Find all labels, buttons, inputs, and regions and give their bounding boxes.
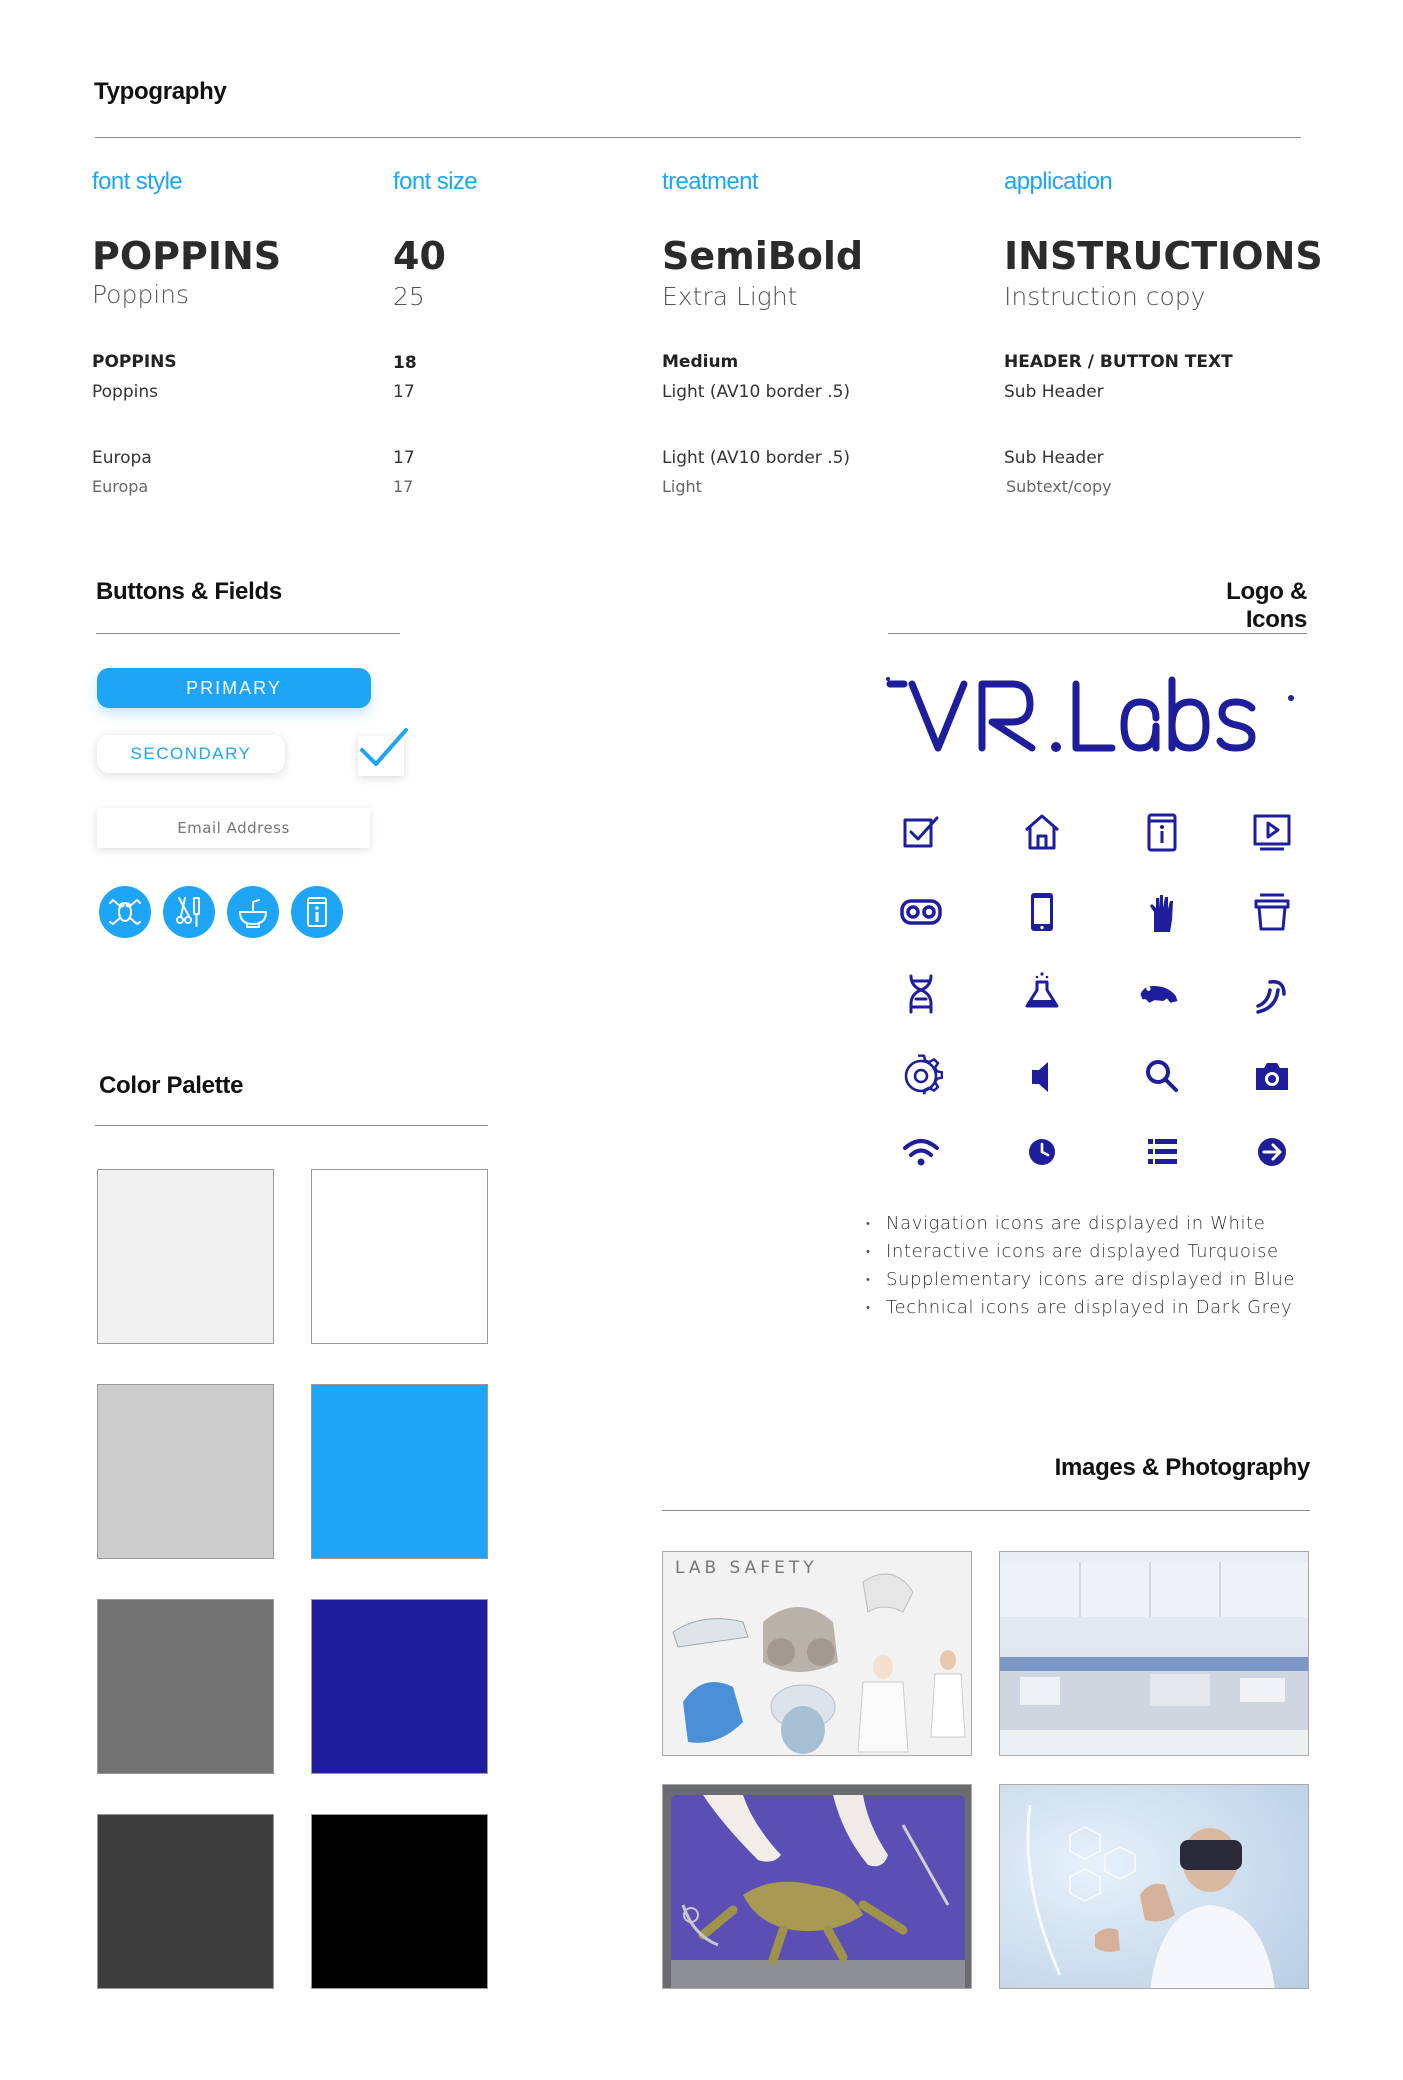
- bowl-icon: [235, 894, 271, 930]
- swatch-white: [311, 1169, 488, 1344]
- images-photography-title: Images & Photography: [1054, 1454, 1310, 1481]
- checkbox[interactable]: [358, 736, 404, 776]
- vr-user-photo: [999, 1784, 1309, 1989]
- sample-treatment-1: SemiBold: [662, 234, 864, 278]
- sample-application-2: Instruction copy: [1004, 282, 1206, 311]
- primary-button[interactable]: PRIMARY: [97, 668, 371, 708]
- sample-style-5: Europa: [92, 448, 152, 468]
- sample-treatment-3: Medium: [662, 352, 739, 372]
- tools-circle-button[interactable]: [163, 886, 215, 938]
- checkbox-icon: [899, 810, 943, 854]
- lab-interior-illustration: [1000, 1552, 1309, 1756]
- lab-interior-photo: [999, 1551, 1309, 1756]
- images-divider: [662, 1510, 1310, 1511]
- sample-size-5: 17: [393, 448, 415, 468]
- dissection-tools-icon: [171, 894, 207, 930]
- frog-circle-button[interactable]: [99, 886, 151, 938]
- container-icon: [1250, 890, 1294, 934]
- sample-style-3: POPPINS: [92, 352, 177, 372]
- sound-waves-icon: [1250, 972, 1294, 1016]
- wifi-icon: [899, 1130, 943, 1174]
- header-treatment: treatment: [662, 168, 758, 195]
- header-font-size: font size: [393, 168, 477, 195]
- sample-size-2: 25: [393, 282, 425, 311]
- color-palette-title: Color Palette: [99, 1072, 244, 1099]
- logo-divider: [888, 633, 1307, 634]
- sample-style-1: POPPINS: [92, 234, 282, 278]
- icon-notes-list: [886, 1210, 1356, 1322]
- lab-safety-illustration: [663, 1552, 972, 1756]
- sample-treatment-6: Light: [662, 477, 702, 496]
- sample-application-6: Subtext/copy: [1006, 477, 1112, 496]
- frog-dissection-photo: [662, 1784, 972, 1989]
- sample-size-1: 40: [393, 234, 446, 278]
- icon-note: • Supplementary icons are displayed in Blue: [886, 1266, 1356, 1294]
- phone-icon: [1020, 890, 1064, 934]
- sample-application-3: HEADER / BUTTON TEXT: [1004, 352, 1233, 372]
- logo-icons-title: Logo & Icons: [1226, 578, 1307, 633]
- info-book-icon: [299, 894, 335, 930]
- photo-caption: LAB SAFETY: [675, 1558, 818, 1578]
- typography-title: Typography: [94, 78, 227, 105]
- swatch-black: [311, 1814, 488, 1989]
- info-book-icon: [1140, 810, 1184, 854]
- icon-note: • Technical icons are displayed in Dark Grey: [886, 1294, 1356, 1322]
- sample-style-4: Poppins: [92, 382, 158, 402]
- bowl-circle-button[interactable]: [227, 886, 279, 938]
- buttons-fields-title: Buttons & Fields: [96, 578, 282, 605]
- frog-icon: [107, 894, 143, 930]
- sample-style-6: Europa: [92, 477, 149, 496]
- frog-dissection-illustration: [663, 1785, 972, 1989]
- sample-style-2: Poppins: [92, 280, 190, 309]
- swatch-silver: [97, 1384, 274, 1559]
- palette-divider: [95, 1125, 488, 1126]
- vr-labs-logo: [886, 676, 1301, 756]
- dna-icon: [899, 972, 943, 1016]
- header-application: application: [1004, 168, 1113, 195]
- swatch-light-grey: [97, 1169, 274, 1344]
- vr-headset-icon: [899, 890, 943, 934]
- sample-size-6: 17: [393, 477, 414, 496]
- swatch-turquoise: [311, 1384, 488, 1559]
- speaker-icon: [1020, 1054, 1064, 1098]
- secondary-button[interactable]: SECONDARY: [97, 735, 285, 773]
- list-icon: [1140, 1130, 1184, 1174]
- icon-note: • Navigation icons are displayed in White: [886, 1210, 1356, 1238]
- vr-user-illustration: [1000, 1785, 1309, 1989]
- search-icon: [1140, 1054, 1184, 1098]
- sample-treatment-2: Extra Light: [662, 282, 798, 311]
- swatch-blue: [311, 1599, 488, 1774]
- sample-treatment-4: Light (AV10 border .5): [662, 382, 851, 402]
- clock-icon: [1020, 1130, 1064, 1174]
- home-icon: [1020, 810, 1064, 854]
- sample-application-1: INSTRUCTIONS: [1004, 234, 1323, 278]
- sample-size-4: 17: [393, 382, 415, 402]
- arrow-right-icon: [1250, 1130, 1294, 1174]
- swatch-dark-grey: [97, 1814, 274, 1989]
- buttons-divider: [96, 633, 400, 634]
- icon-note: • Interactive icons are displayed Turquoise: [886, 1238, 1356, 1266]
- glove-icon: [1140, 890, 1184, 934]
- info-circle-button[interactable]: [291, 886, 343, 938]
- swatch-mid-grey: [97, 1599, 274, 1774]
- sample-treatment-5: Light (AV10 border .5): [662, 448, 851, 468]
- sample-size-3: 18: [393, 353, 417, 373]
- header-font-style: font style: [92, 168, 183, 195]
- checkmark-icon: [356, 722, 416, 772]
- video-play-icon: [1250, 810, 1294, 854]
- email-field[interactable]: [97, 808, 370, 848]
- camera-icon: [1250, 1054, 1294, 1098]
- typography-divider: [95, 137, 1301, 138]
- frog-icon: [1137, 972, 1181, 1016]
- gear-icon: [899, 1054, 943, 1098]
- sample-application-5: Sub Header: [1004, 448, 1104, 468]
- flask-icon: [1020, 968, 1064, 1012]
- sample-application-4: Sub Header: [1004, 382, 1104, 402]
- lab-safety-photo: [662, 1551, 972, 1756]
